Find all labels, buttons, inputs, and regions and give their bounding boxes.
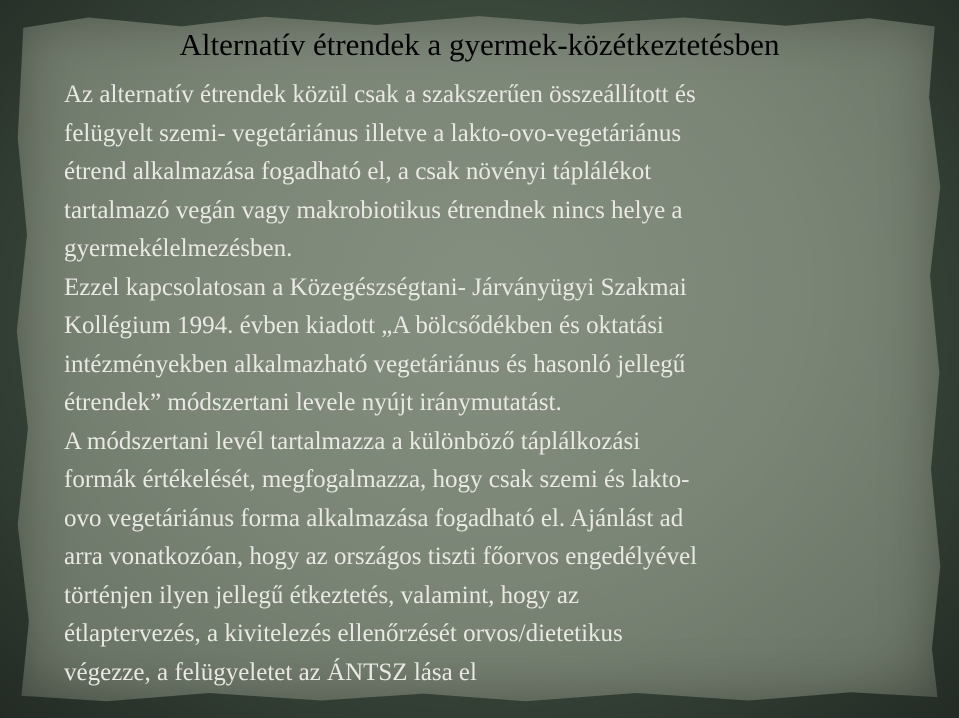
- body-line: intézményekben alkalmazható vegetáriánus és hasonló jellegű: [64, 350, 686, 378]
- body-line: arra vonatkozóan, hogy az országos tiszti főorvos engedélyével: [64, 543, 698, 570]
- body-line: végezze, a felügyeletet az ÁNTSZ lása el: [64, 658, 477, 686]
- body-line: Ezzel kapcsolatosan a Közegészségtani- Járványügyi Szakmai: [64, 273, 687, 301]
- body-line: Kollégium 1994. évben kiadott „A bölcsődékben és oktatási: [64, 312, 664, 339]
- body-line: étrend alkalmazása fogadható el, a csak növényi táplálékot: [64, 158, 652, 185]
- body-line: étlaptervezés, a kivitelezés ellenőrzését orvos/dietetikus: [64, 620, 623, 647]
- body-line: étrendek” módszertani levele nyújt iránymutatást.: [64, 389, 562, 416]
- body-line: ovo vegetáriánus forma alkalmazása fogadható el. Ajánlást ad: [64, 504, 684, 532]
- slide-title: Alternatív étrendek a gyermek-közétkeztetésben: [179, 27, 780, 62]
- body-line: A módszertani levél tartalmazza a különböző táplálkozási: [64, 427, 641, 455]
- body-line: tartalmazó vegán vagy makrobiotikus étrendnek nincs helye a: [64, 196, 683, 224]
- body-line: formák értékelését, megfogalmazza, hogy csak szemi és lakto-: [64, 466, 690, 493]
- body-line: gyermekélelmezésben.: [64, 235, 293, 262]
- body-line: történjen ilyen jellegű étkeztetés, valamint, hogy az: [64, 581, 580, 609]
- slide-body-text: [64, 76, 934, 692]
- body-line: felügyelt szemi- vegetáriánus illetve a lakto-ovo-vegetáriánus: [64, 119, 682, 147]
- body-line: Az alternatív étrendek közül csak a szakszerűen összeállított és: [64, 81, 696, 108]
